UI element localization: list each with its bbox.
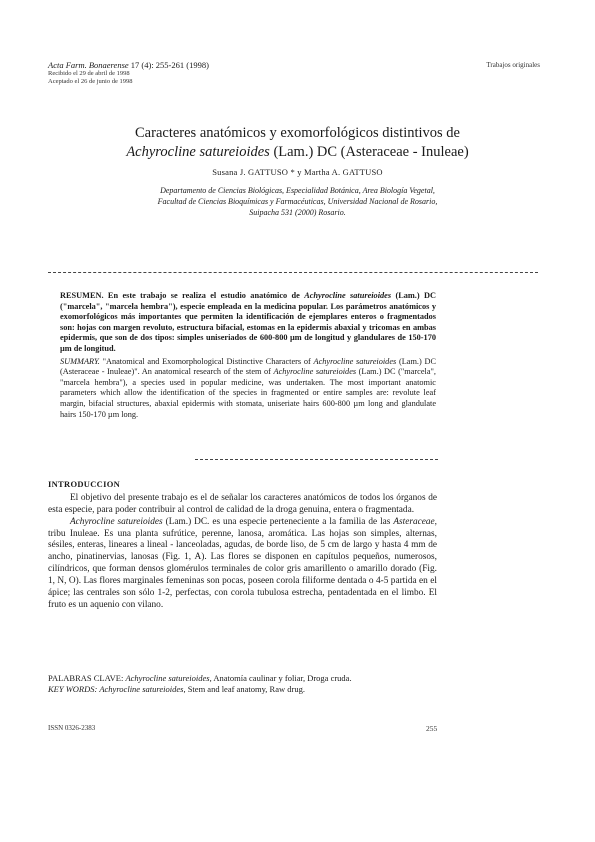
abstract-en-species: Achyrocline satureioides [313,356,397,366]
affiliation-line: Facultad de Ciencias Bioquímicas y Farmacéuticas, Universidad Nacional de Rosario, [157,197,438,206]
accepted-date: Aceptado el 26 de junio de 1998 [48,78,133,85]
paragraph [48,517,437,612]
keywords-english [48,684,437,695]
page-number: 255 [426,724,438,733]
keywords-es-rest: , Anatomía caulinar y foliar, Droga cruda. [209,673,352,683]
keywords-es-label: PALABRAS CLAVE: [48,673,126,683]
body-text: tribu Inuleae. Es una planta sufrútice, perenne, lanosa, aromática. Las hojas son simples, alternas, sésiles, enteras, lineares a lineal - lanceoladas, agudas, de borde liso, de 5 cm de largo y hasta 4 mm de ancho, pinatinervias, lanosas (Fig. 1, A). Las flores se disponen en capítulos pequeños, numerosos, cilíndricos, que forman densos glomérulos terminales de color gris amarillento o amarillo dorado (Fig. 1, N, O). Las flores marginales femeninas son pocas, poseen corola filiforme dentada o 4-5 partida en el ápice; las centrales son sólo 1-2, perfectas, con corola tubulosa estrecha, pentadentada en el limbo. El fruto es un aquenio con vilano. [48,528,437,610]
authors: Susana J. GATTUSO * y Martha A. GATTUSO [212,167,383,177]
abstract-en-lead: SUMMARY. [60,356,103,366]
keywords [48,673,437,694]
paragraph: El objetivo del presente trabajo es el de señalar los caracteres anatómicos de todos los órganos de esta especie, para poder contribuir al control de calidad de la droga genuina, entera o fragmentada. [48,493,437,515]
journal-citation: 17 (4): 255-261 (1998) [128,60,209,70]
keywords-en-species: Achyrocline satureioides [99,683,184,694]
affiliation-line: Departamento de Ciencias Biológicas, Especialidad Botánica, Area Biología Vegetal, [160,186,435,195]
abstract-spanish [60,291,436,355]
journal-name: Acta Farm. Bonaerense [48,60,129,70]
title-line-2-rest: (Lam.) DC (Asteraceae - Inuleae) [269,144,469,160]
body-family: Asteraceae, [393,516,437,527]
abstract-en-text: (Lam.) DC (Asteraceae - Inuleae)". An anatomical research of the stem of [60,356,437,377]
received-date: Recibido el 29 de abril de 1998 [48,70,130,77]
title-line-1: Caracteres anatómicos y exomorfológicos distintivos de [135,125,460,141]
top-divider [48,272,538,273]
introduction-body [48,493,437,611]
section-tag: Trabajos originales [486,61,540,69]
footer-issn: ISSN 0326-2383 [48,724,96,732]
abstract [60,291,436,420]
abstract-english [60,357,436,421]
keywords-spanish [48,673,437,684]
abstract-es-species: Achyrocline satureioides [304,291,392,300]
bottom-divider [195,459,438,460]
abstract-en-text: "Anatomical and Exomorphological Distinctive Characters of [102,356,314,366]
abstract-en-species: Achyrocline satureioides [273,367,357,377]
title-line-2 [40,143,555,162]
journal-header [48,60,209,86]
affiliation-line: Suipacha 531 (2000) Rosario. [249,208,346,217]
introduction-heading: INTRODUCCION [48,479,121,489]
affiliation [40,185,555,218]
abstract-en-text: (Lam.) DC ("marcela", "marcela hembra"), a species used in popular medicine, was undertaken. The most important anatomic parameters which allow the identification of the species in fragmented or entire samples are: revolute leaf margin, bifacial structures, abaxial epidermis with stomata, uniseriate hairs 600-800 µm long and glandulate hairs 150-170 µm long. [60,367,436,419]
body-species: Achyrocline satureioides [70,516,163,527]
body-text: (Lam.) DC. es una especie perteneciente a la familia de las [162,516,394,527]
abstract-es-body: (Lam.) DC ("marcela", "marcela hembra"), especie empleada en la medicina popular. Los parámetros anatómicos y exomorfológicos más importantes que permiten la identificación de ejemplares enteros o fragmentados son: hojas con margen revoluto, estructura bifacial, estomas en la epidermis abaxial y tricomas en ambas epidermis, que son de dos tipos: simples uniseriados de 600-800 µm de longitud y glandulares de 150-170 µm de longitud. [60,291,436,353]
abstract-es-lead: RESUMEN. En este trabajo se realiza el estudio anatómico de [60,291,305,300]
keywords-en-label: KEY WORDS: [48,683,100,694]
title-species: Achyrocline satureioides [126,144,270,160]
paper-title [40,124,555,162]
keywords-en-rest: , Stem and leaf anatomy, Raw drug. [183,683,305,694]
keywords-es-species: Achyrocline satureioides [125,673,210,683]
